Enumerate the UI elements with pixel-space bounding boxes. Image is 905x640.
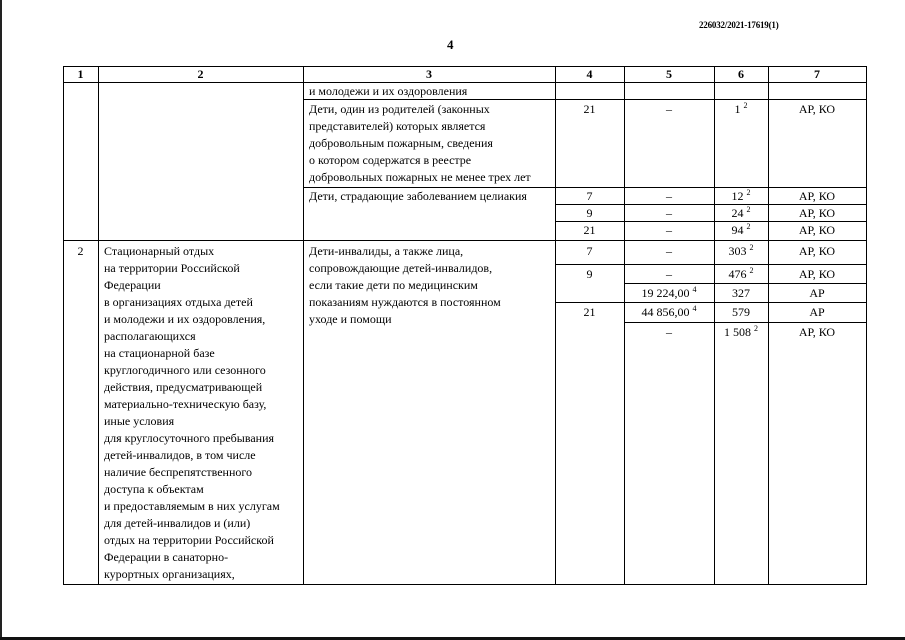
column-header: 1: [77, 67, 84, 81]
cell-col4: 21: [583, 305, 596, 319]
cell-text: доступа к объектам: [104, 482, 204, 496]
column-header: 4: [586, 67, 593, 81]
cell-col6: 1 508 $^2$: [724, 324, 758, 339]
cell-text: иные условия: [104, 414, 175, 428]
cell-col4: 9: [586, 267, 593, 281]
cell-col5: –: [666, 267, 672, 281]
cell-text: на стационарной базе: [104, 346, 215, 360]
col-divider-3: [555, 66, 556, 585]
cell-text: курортных организациях,: [104, 567, 235, 581]
cell-text: Дети-инвалиды, а также лица,: [309, 244, 464, 258]
cell-col6: 303 $^2$: [728, 243, 754, 258]
cell-text: материально-техническую базу,: [104, 397, 267, 411]
cell-col7: АР, КО: [798, 267, 836, 281]
table-border-left: [63, 66, 64, 585]
cell-text: Дети, страдающие заболеванием целиакия: [309, 189, 527, 203]
row-line: [624, 283, 867, 284]
column-header: 6: [738, 67, 744, 81]
cell-col7: АР, КО: [798, 102, 836, 116]
table-border-right: [866, 66, 867, 585]
cell-text: детей-инвалидов, в том числе: [104, 448, 256, 462]
footnote-ref: 2: [746, 205, 751, 214]
footnote-ref: 2: [749, 266, 754, 275]
scan-edge-left: [0, 0, 2, 640]
row-number: 2: [77, 244, 84, 258]
row-line: [555, 302, 867, 303]
cell-col5: –: [666, 244, 672, 258]
footnote-ref: 4: [692, 285, 697, 294]
row-line: [624, 322, 867, 323]
footnote-ref: 2: [754, 324, 758, 333]
cell-col4: 21: [583, 223, 596, 237]
cell-col6: 12 $^2$: [731, 188, 751, 203]
cell-text: Федерации: [104, 278, 161, 292]
cell-text: если такие дети по медицинским: [309, 278, 478, 292]
column-header: 3: [426, 67, 432, 81]
footnote-ref: 2: [749, 243, 754, 252]
cell-text: для круглосуточного пребывания: [104, 431, 275, 445]
cell-col6: 579: [732, 305, 750, 319]
cell-col4: 7: [586, 189, 593, 203]
cell-col7: АР, КО: [798, 206, 836, 220]
cell-col6: 94 $^2$: [731, 222, 751, 237]
cell-text: и молодежи и их оздоровления,: [104, 312, 266, 326]
cell-text: в организациях отдыха детей: [104, 295, 253, 309]
cell-text: сопровождающие детей-инвалидов,: [309, 261, 493, 275]
column-header: 7: [814, 67, 820, 81]
cell-col6: 1 $^2$: [734, 101, 748, 116]
cell-col5: –: [666, 206, 672, 220]
cell-text: Федерации в санаторно-: [104, 550, 229, 564]
cell-text: круглогодичного или сезонного: [104, 363, 266, 377]
cell-col7: АР, КО: [798, 223, 836, 237]
cell-text: располагающихся: [104, 329, 196, 343]
cell-col5: –: [666, 102, 672, 116]
cell-text: наличие беспрепятственного: [104, 465, 252, 479]
cell-col7: АР: [809, 286, 825, 300]
cell-col5: –: [666, 189, 672, 203]
cell-text: добровольным пожарным, сведения: [309, 136, 493, 150]
cell-text: представителей) которых является: [309, 119, 486, 133]
row-line: [63, 240, 867, 241]
cell-text: уходе и помощи: [309, 312, 392, 326]
column-header: 2: [197, 67, 204, 81]
cell-text: Дети, один из родителей (законных: [309, 102, 490, 116]
cell-col4: 9: [586, 206, 593, 220]
cell-col4: 7: [586, 244, 593, 258]
row-line: [555, 264, 867, 265]
cell-text: добровольных пожарных не менее трех лет: [309, 170, 531, 184]
cell-text: для детей-инвалидов и (или): [104, 516, 251, 530]
document-number: 226032/2021-17619(1): [699, 20, 779, 30]
page-number: 4: [447, 37, 454, 52]
cell-col5: 19 224,00 $^4$: [641, 285, 697, 300]
cell-text: отдых на территории Российской: [104, 533, 274, 547]
cell-col6: 24 $^2$: [731, 205, 751, 220]
cell-col7: АР, КО: [798, 325, 836, 339]
footnote-ref: 2: [743, 101, 748, 110]
cell-text: Стационарный отдых: [104, 244, 215, 258]
cell-col6: 476 $^2$: [728, 266, 754, 281]
cell-col6: 327: [732, 286, 750, 300]
cell-col5: 44 856,00 $^4$: [641, 304, 697, 319]
col-divider-1: [98, 66, 99, 585]
cell-text: показаниям нуждаются в постоянном: [309, 295, 501, 309]
footnote-ref: 2: [746, 222, 751, 231]
table-border-bottom: [63, 584, 867, 585]
footnote-ref: 2: [746, 188, 751, 197]
cell-col7: АР: [809, 305, 825, 319]
cell-text: действия, предусматривающей: [104, 380, 263, 394]
footnote-ref: 4: [692, 304, 697, 313]
cell-text: и молодежи и их оздоровления: [309, 84, 468, 98]
cell-text: и предоставляемым в них услугам: [104, 499, 280, 513]
col-divider-2: [303, 66, 304, 585]
cell-text: на территории Российской: [104, 261, 240, 275]
cell-text: о котором содержатся в реестре: [309, 153, 472, 167]
column-header: 5: [666, 67, 672, 81]
cell-col7: АР, КО: [798, 244, 836, 258]
cell-col4: 21: [583, 102, 596, 116]
cell-col5: –: [666, 223, 672, 237]
cell-col7: АР, КО: [798, 189, 836, 203]
cell-col5: –: [666, 325, 672, 339]
